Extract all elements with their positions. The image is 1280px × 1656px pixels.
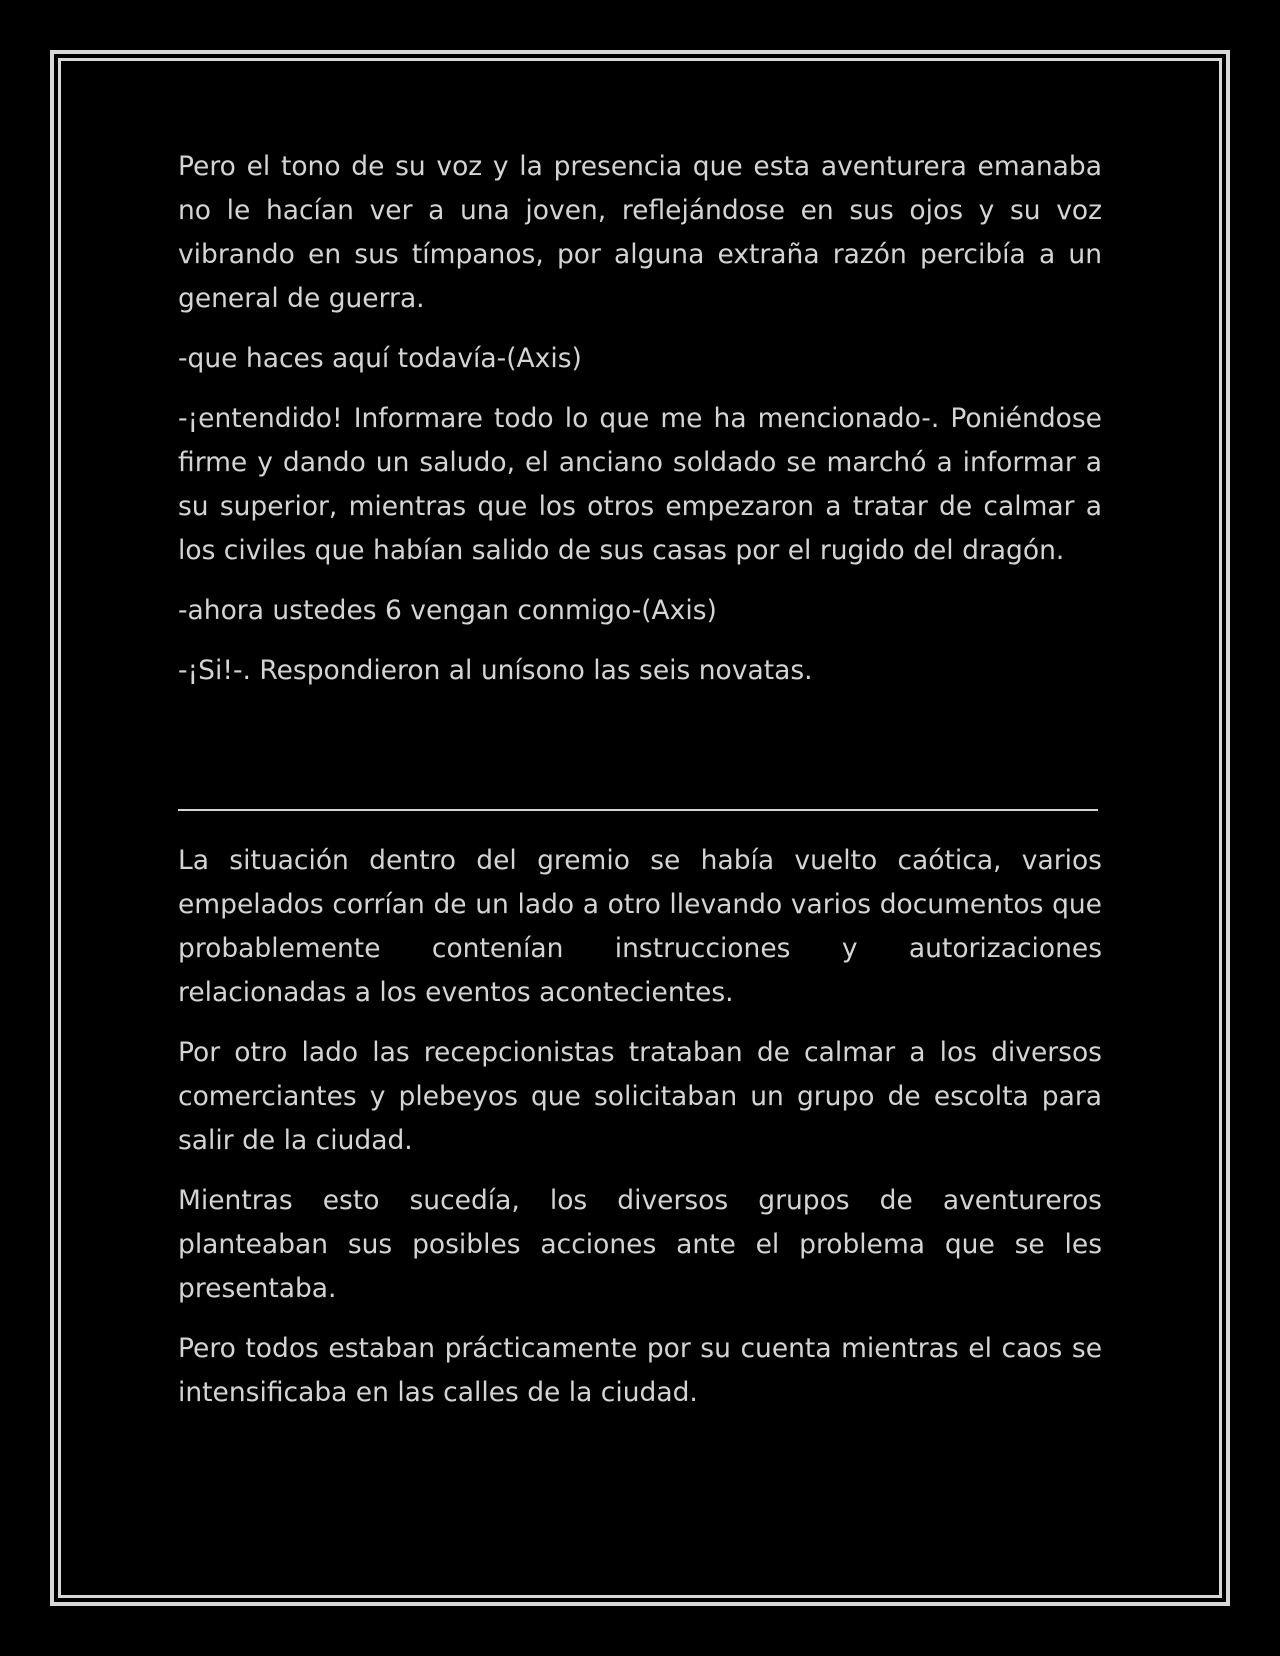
paragraph: Pero todos estaban prácticamente por su cuenta mientras el caos se intensificaba en las calles de la ciudad. bbox=[178, 1333, 1102, 1408]
paragraph: La situación dentro del gremio se había vuelto caótica, varios empelados corrían de un lado a otro llevando varios documentos que probablemente contenían instrucciones y autorizaciones relacionadas a los eventos acontecientes. bbox=[178, 845, 1102, 1008]
section-divider bbox=[178, 809, 1098, 811]
dialogue-line: -que haces aquí todavía-(Axis) bbox=[178, 343, 582, 374]
paragraph: Por otro lado las recepcionistas trataban de calmar a los diversos comerciantes y plebeyos que solicitaban un grupo de escolta para salir de la ciudad. bbox=[178, 1037, 1102, 1156]
paragraph: -¡entendido! Informare todo lo que me ha mencionado-. Poniéndose firme y dando un saludo, el anciano soldado se marchó a informar a su superior, mientras que los otros empezaron a tratar de calmar a los civiles que habían salido de sus casas por el rugido del dragón. bbox=[178, 403, 1102, 566]
paragraph: Mientras esto sucedía, los diversos grupos de aventureros planteaban sus posibles acciones ante el problema que se les presentaba. bbox=[178, 1185, 1102, 1304]
section-spacer bbox=[178, 709, 1102, 809]
dialogue-line: -ahora ustedes 6 vengan conmigo-(Axis) bbox=[178, 595, 717, 626]
dialogue-line: -¡Si!-. Respondieron al unísono las seis novatas. bbox=[178, 655, 813, 686]
document-body bbox=[178, 145, 1102, 1431]
paragraph: Pero el tono de su voz y la presencia que esta aventurera emanaba no le hacían ver a una joven, reflejándose en sus ojos y su voz vibrando en sus tímpanos, por alguna extraña razón percibía a un general de guerra. bbox=[178, 151, 1102, 314]
